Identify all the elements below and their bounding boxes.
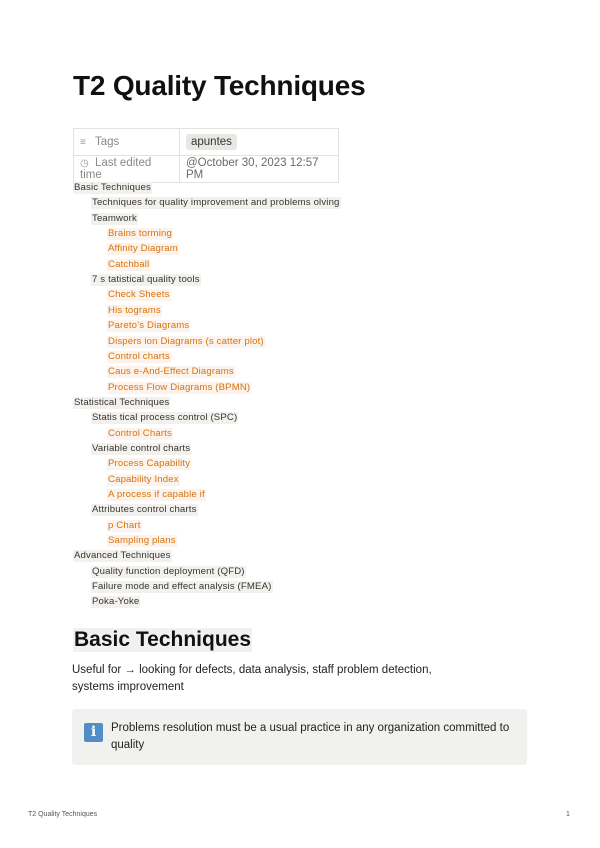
page-number: 1: [566, 811, 570, 818]
toc-link[interactable]: Statistical Techniques: [74, 396, 170, 408]
toc-link[interactable]: Basic Techniques: [74, 182, 151, 193]
toc-link[interactable]: Capability Index: [108, 473, 179, 485]
toc-link[interactable]: Brains torming: [108, 228, 172, 240]
toc-link[interactable]: p Chart: [108, 519, 141, 531]
footer-title: T2 Quality Techniques: [28, 811, 98, 818]
list-icon: ≡: [80, 137, 86, 148]
tags-label: Tags: [95, 136, 120, 148]
callout-box: [72, 709, 527, 765]
property-value-cell: [180, 156, 339, 183]
toc-link[interactable]: Attributes control charts: [92, 504, 197, 516]
toc-link[interactable]: Teamwork: [92, 212, 137, 224]
toc-link[interactable]: Failure mode and effect analysis (FMEA): [92, 581, 272, 593]
property-row-tags: [74, 129, 339, 156]
page-title: T2 Quality Techniques: [73, 70, 366, 101]
clock-icon: ◷: [80, 158, 89, 169]
last-edited-label: Last edited time: [80, 157, 152, 181]
toc-link[interactable]: Process Capability: [108, 458, 191, 470]
toc-link[interactable]: Variable control charts: [92, 442, 191, 454]
property-row-last-edited: [74, 156, 339, 183]
toc-link[interactable]: Check Sheets: [108, 289, 170, 301]
toc-link[interactable]: Pareto’s Diagrams: [108, 320, 190, 332]
toc-link[interactable]: Advanced Techniques: [74, 550, 171, 562]
toc-link[interactable]: Affinity Diagram: [108, 243, 178, 255]
toc-link[interactable]: Catchball: [108, 258, 150, 270]
property-label-cell: [74, 129, 180, 156]
toc-link[interactable]: Caus e-And-Effect Diagrams: [108, 366, 234, 378]
tag-chip[interactable]: apuntes: [186, 134, 237, 150]
toc-link[interactable]: Quality function deployment (QFD): [92, 565, 245, 577]
toc-link[interactable]: 7 s tatistical quality tools: [92, 274, 200, 286]
property-label-cell: [74, 156, 180, 183]
toc-link[interactable]: Process Flow Diagrams (BPMN): [108, 381, 251, 393]
section-heading: Basic Techniques: [74, 628, 252, 651]
callout-text: Problems resolution must be a usual practice in any organization committed to quality: [111, 722, 510, 751]
last-edited-value: @October 30, 2023 12:57 PM: [186, 157, 319, 181]
toc-link[interactable]: Control Charts: [108, 427, 172, 439]
toc-link[interactable]: Statis tical process control (SPC): [92, 412, 238, 424]
section-paragraph: Useful for → looking for defects, data analysis, staff problem detection, systems improvement: [72, 664, 432, 693]
property-value-cell: [180, 129, 339, 156]
toc-link[interactable]: Sampling plans: [108, 535, 176, 547]
toc-link[interactable]: Techniques for quality improvement and problems olving: [92, 197, 340, 209]
toc-link[interactable]: A process if capable if: [108, 489, 205, 500]
toc-link[interactable]: Dispers ion Diagrams (s catter plot): [108, 335, 264, 347]
toc-link[interactable]: His tograms: [108, 304, 161, 316]
toc-link[interactable]: Poka-Yoke: [92, 596, 140, 608]
toc-link[interactable]: Control charts: [108, 350, 170, 362]
info-icon: i: [84, 723, 103, 742]
properties-table: [73, 128, 339, 183]
